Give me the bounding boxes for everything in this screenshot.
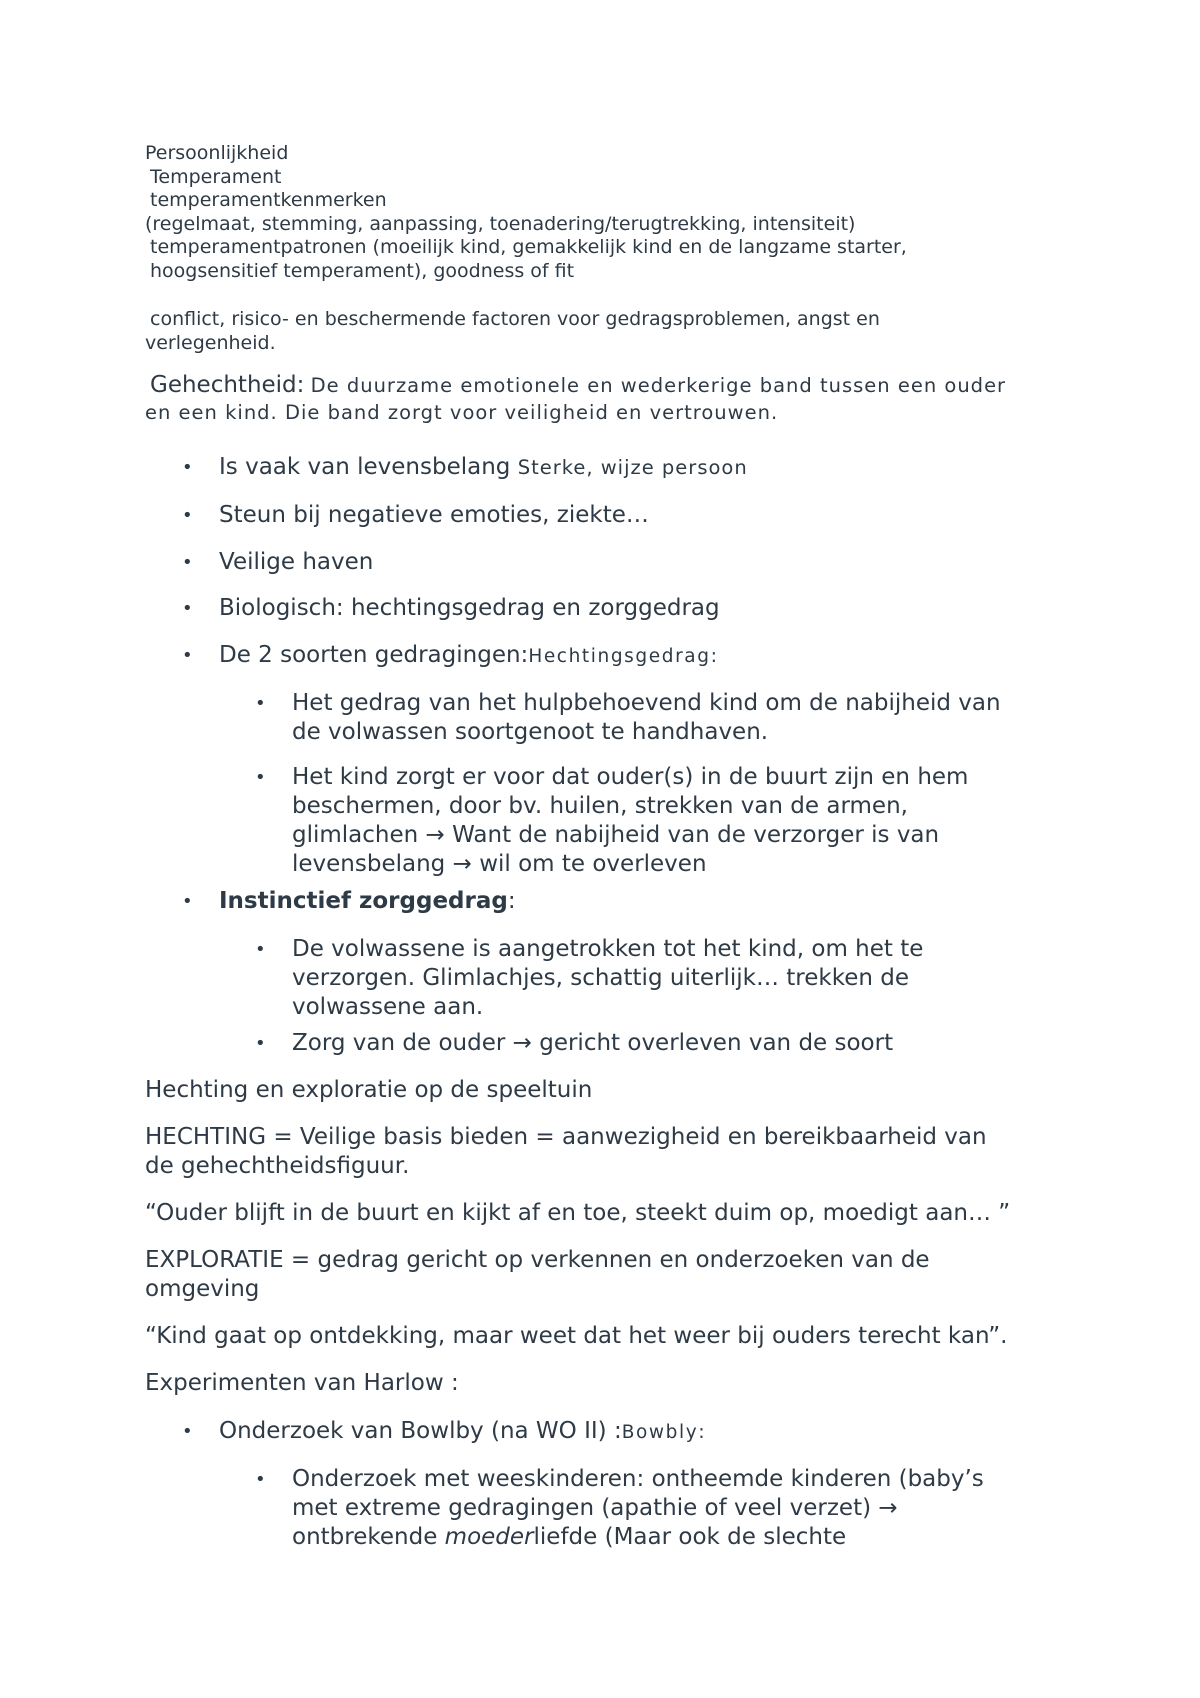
arrow-right-icon: → [878, 1495, 898, 1521]
bullet-icon: • [182, 505, 193, 526]
exploratie-definition [145, 1246, 1065, 1304]
bullet-icon: • [255, 1469, 266, 1490]
hechting-definition [145, 1123, 1065, 1181]
gehechtheid-text-1: De duurzame emotionele en wederkerige band tussen een ouder [310, 374, 1007, 397]
overleven-soort-text: gericht overleven van de soort [539, 1030, 894, 1056]
list-item-biologisch: Biologisch: hechtingsgedrag en zorggedrag [219, 595, 720, 621]
intro-line-conflict-cont: verlegenheid. [145, 331, 276, 354]
sub-item-zorg-ouder [292, 1029, 1072, 1058]
gehechtheid-label: Gehechtheid: [150, 372, 305, 398]
zorggedrag-label: Instinctief zorggedrag [219, 888, 508, 914]
list-item-levensbelang [219, 453, 1079, 482]
bowbly-label: Bowbly [621, 1422, 699, 1443]
hechtingsgedrag-label: Hechtingsgedrag [528, 646, 711, 667]
intro-line-conflict: conflict, risico- en beschermende factoren voor gedragsproblemen, angst en [150, 308, 880, 330]
overleven-text: wil om te overleven [479, 851, 707, 877]
intro-line-patronen: temperamentpatronen (moeilijk kind, gemakkelijk kind en de langzame starter, [150, 236, 907, 258]
bowlby-text: Onderzoek van Bowlby (na WO II) : [219, 1418, 622, 1444]
list-item-soorten [219, 641, 1079, 671]
intro-block [145, 142, 1065, 283]
bullet-icon: • [182, 891, 193, 912]
bullet-icon: • [255, 693, 266, 714]
bullet-icon: • [255, 939, 266, 960]
sub-gedrag-line-2: de volwassen soortgenoot te handhaven. [292, 719, 769, 745]
speeltuin-title: Hechting en exploratie op de speeltuin [145, 1077, 593, 1103]
moeder-word: moeder [444, 1524, 534, 1550]
list-item-bowlby [219, 1417, 1079, 1447]
sub-gedrag-line-1: Het gedrag van het hulpbehoevend kind om de nabijheid van [292, 690, 1001, 716]
ontbrekende-text: ontbrekende [292, 1524, 438, 1550]
nabijheid-text: Want de nabijheid van de verzorger is van [452, 822, 940, 848]
bullet-icon: • [182, 645, 193, 666]
sub-kind-line-4 [292, 850, 1072, 879]
weeskinderen-line-3 [292, 1523, 1072, 1552]
levensbelang-word: levensbelang [292, 851, 446, 877]
sub-kind-line-3 [292, 821, 1072, 850]
weeskinderen-line-1: Onderzoek met weeskinderen: ontheemde kinderen (baby’s [292, 1466, 984, 1492]
bullet-icon: • [182, 598, 193, 619]
intro-line-kenmerken: temperamentkenmerken [150, 189, 387, 211]
intro-line-persoonlijkheid: Persoonlijkheid [145, 142, 289, 164]
levensbelang-text: Is vaak van levensbelang [219, 454, 511, 480]
bullet-icon: • [255, 767, 266, 788]
glimlachen-text: glimlachen [292, 822, 419, 848]
list-item-veilige-haven: Veilige haven [219, 549, 374, 575]
arrow-right-icon: → [425, 822, 445, 848]
sub-item-weeskinderen [292, 1465, 1072, 1552]
arrow-right-icon: → [512, 1030, 532, 1056]
bullet-icon: • [182, 1421, 193, 1442]
weeskinderen-line-2 [292, 1494, 1072, 1523]
list-item-steun: Steun bij negatieve emoties, ziekte… [219, 502, 649, 528]
intro-line-kenmerken-list: (regelmaat, stemming, aanpassing, toenadering/terugtrekking, intensiteit) [145, 212, 856, 235]
arrow-right-icon: → [452, 851, 472, 877]
sub-volwassene-line-3: volwassene aan. [292, 994, 484, 1020]
sub-kind-line-1: Het kind zorgt er voor dat ouder(s) in de buurt zijn en hem [292, 764, 969, 790]
exploratie-line-1: EXPLORATIE = gedrag gericht op verkennen en onderzoeken van de [145, 1247, 930, 1273]
liefde-text: liefde (Maar ook de slechte [533, 1524, 847, 1550]
quote-kind: “Kind gaat op ontdekking, maar weet dat het weer bij ouders terecht kan”. [145, 1323, 1008, 1349]
intro-line-temperament: Temperament [150, 165, 282, 188]
hechtingsgedrag-colon: : [710, 645, 717, 667]
intro-line-patronen-cont: hoogsensitief temperament), goodness of fit [150, 259, 575, 282]
list-item-zorggedrag [219, 887, 1079, 916]
exploratie-line-2: omgeving [145, 1276, 260, 1302]
gehechtheid-definition [145, 372, 1065, 426]
gehechtheid-text-2: en een kind. Die band zorgt voor veiligheid en vertrouwen. [145, 401, 779, 424]
bowbly-colon: : [698, 1421, 705, 1443]
sub-item-gedrag [292, 689, 1072, 747]
sub-item-volwassene [292, 935, 1072, 1022]
zorggedrag-colon: : [507, 888, 516, 914]
sub-kind-line-2: beschermen, door bv. huilen, strekken van de armen, [292, 793, 908, 819]
bullet-icon: • [255, 1033, 266, 1054]
bullet-icon: • [182, 457, 193, 478]
harlow-title: Experimenten van Harlow : [145, 1370, 459, 1396]
quote-ouder: “Ouder blijft in de buurt en kijkt af en toe, steekt duim op, moedigt aan… ” [145, 1200, 1011, 1226]
sub-volwassene-line-2: verzorgen. Glimlachjes, schattig uiterlijk… trekken de [292, 965, 909, 991]
intro-conflict-block [145, 308, 1065, 355]
zorg-ouder-text: Zorg van de ouder [292, 1030, 506, 1056]
hechting-line-2: de gehechtheidsfiguur. [145, 1153, 410, 1179]
levensbelang-extra: Sterke, wijze persoon [517, 456, 748, 479]
soorten-text: De 2 soorten gedragingen: [219, 642, 529, 668]
sub-volwassene-line-1: De volwassene is aangetrokken tot het kind, om het te [292, 936, 924, 962]
bullet-icon: • [182, 552, 193, 573]
hechting-line-1: HECHTING = Veilige basis bieden = aanwezigheid en bereikbaarheid van [145, 1124, 987, 1150]
gedragingen-text: met extreme gedragingen (apathie of veel verzet) [292, 1495, 872, 1521]
sub-item-kind-zorgt [292, 763, 1072, 879]
